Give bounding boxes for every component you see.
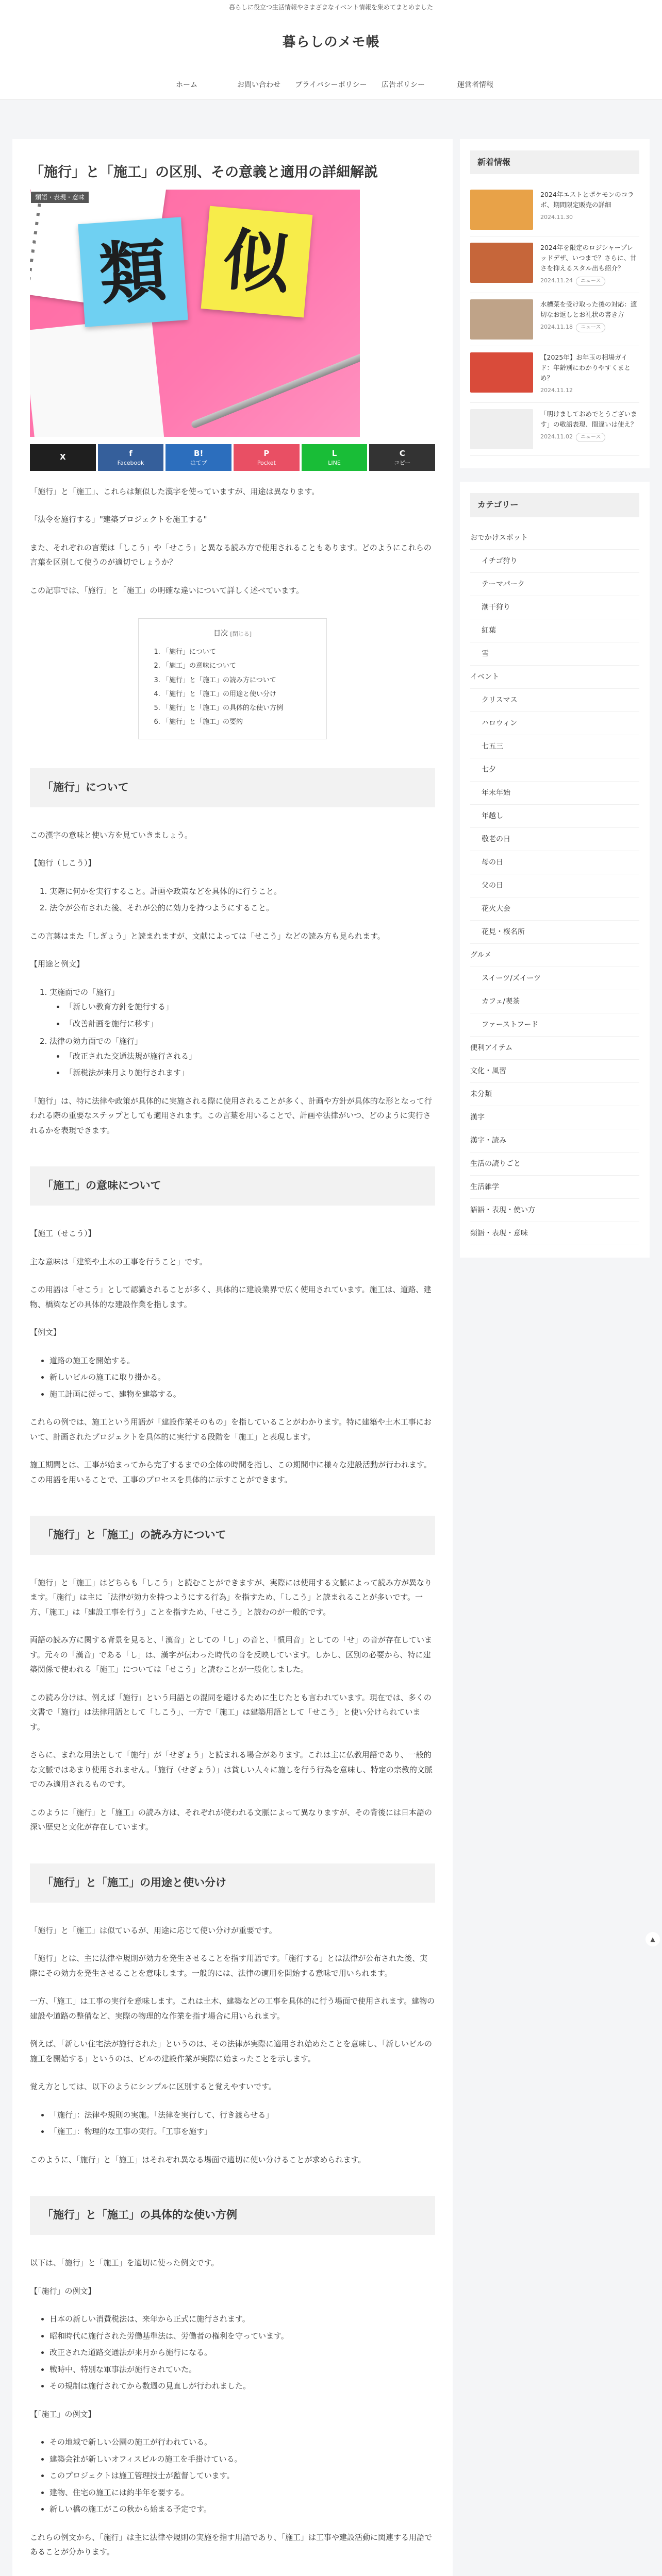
post-badge[interactable]: ニュース xyxy=(576,433,606,442)
post-badge[interactable]: ニュース xyxy=(576,323,606,332)
category-item[interactable]: テーマパーク xyxy=(470,573,639,596)
share-buttons xyxy=(30,444,435,471)
category-item[interactable]: 漢字 xyxy=(470,1106,639,1129)
new-post-meta xyxy=(540,385,639,396)
toc-title xyxy=(151,627,314,641)
usage-list xyxy=(30,985,435,1080)
category-item[interactable]: スイーツ/ズイーツ xyxy=(470,967,639,990)
nav-privacy[interactable]: プライバシーポリシー xyxy=(295,81,367,89)
share-line-button[interactable] xyxy=(302,444,368,471)
table-of-contents xyxy=(138,618,327,739)
section-heading: 「施行」と「施工」の読み方について xyxy=(30,1516,435,1555)
new-post-item[interactable] xyxy=(470,183,639,236)
category-item[interactable]: イチゴ狩り xyxy=(470,550,639,573)
intro-paragraph: また、それぞれの言葉は「しこう」や「せこう」と異なる読み方で使用されることもあります。どのようにこれらの言葉を区別して使うのが適切でしょうか？ xyxy=(30,543,432,567)
sidebar xyxy=(460,139,650,1271)
post-badge[interactable]: ニュース xyxy=(576,277,606,286)
sticky-note-yellow: 似 xyxy=(201,206,313,318)
definition-list xyxy=(30,884,435,916)
post-date: 2024.11.02 xyxy=(540,433,573,440)
category-item[interactable]: ファーストフード xyxy=(470,1013,639,1037)
share-copy-button[interactable] xyxy=(369,444,435,471)
new-post-item[interactable] xyxy=(470,403,639,456)
list-item: • 戦時中、特別な軍事法が施行されていた。 xyxy=(49,2362,435,2377)
new-post-meta xyxy=(540,212,639,223)
category-widget xyxy=(460,482,650,1257)
share-label: コピー xyxy=(393,459,411,466)
category-item[interactable]: 未分類 xyxy=(470,1083,639,1106)
section-heading: 「施行」について xyxy=(30,768,435,807)
post-date: 2024.11.18 xyxy=(540,324,573,331)
label: 【「施行」の例文】 xyxy=(30,2286,96,2296)
list-item: • その地域で新しい公園の施工が行われている。 xyxy=(49,2435,435,2450)
chevron-up-icon[interactable]: ▲ xyxy=(646,1932,660,1946)
share-pocket-button[interactable] xyxy=(234,444,300,471)
category-item[interactable]: ハロウィン xyxy=(470,712,639,735)
category-item[interactable]: 母の日 xyxy=(470,851,639,874)
new-post-title[interactable]: 【2025年】お年玉の相場ガイド：年齢別にわかりやすくまとめ？ xyxy=(540,353,631,382)
list-item xyxy=(49,1034,435,1080)
category-item[interactable]: カフェ/喫茶 xyxy=(470,990,639,1013)
post-thumbnail[interactable] xyxy=(470,299,533,340)
share-hatena-button[interactable] xyxy=(166,444,231,471)
x-icon: X xyxy=(60,452,66,462)
label: 【用途と例文】 xyxy=(30,959,85,969)
category-item[interactable]: 紅葉 xyxy=(470,619,639,642)
paragraph: さらに、まれな用法として「施行」が「せぎょう」と読まれる場合があります。これは主に仏教用語であり、一般的な文脈ではあまり使用されません。「施行（せぎょう）」は貧しい人々に施しを行う行為を意味し、特定の宗教的文脈でのみ適用されるものです。 xyxy=(30,1750,433,1789)
summary-list xyxy=(30,2108,435,2139)
category-item[interactable]: おでかけスポット xyxy=(470,527,639,550)
new-posts-widget xyxy=(460,139,650,468)
paragraph: この漢字の意味と使い方を見ていきましょう。 xyxy=(30,830,193,840)
post-thumbnail[interactable] xyxy=(470,243,533,283)
post-date: 2024.11.24 xyxy=(540,277,573,284)
list-item: • 改正された道路交通法が来月から施行になる。 xyxy=(49,2345,435,2360)
paragraph: この読み分けは、例えば「施行」という用語との混同を避けるために生じたとも言われています。現在では、多くの文書で「施行」は法律用語として「しこう」、一方で「施工」は建築用語として「せこう」と使い分けられています。 xyxy=(30,1692,432,1732)
category-item[interactable]: 敬老の日 xyxy=(470,828,639,851)
pocket-icon: P xyxy=(263,448,270,458)
nav-home[interactable]: ホーム xyxy=(176,81,197,89)
post-date: 2024.11.12 xyxy=(540,387,573,394)
list-item: • 新しいビルの施工に取り掛かる。 xyxy=(49,1370,435,1385)
category-item[interactable]: 雪 xyxy=(470,642,639,666)
post-date: 2024.11.30 xyxy=(540,214,573,221)
paragraph: 以下は、「施行」と「施工」を適切に使った例文です。 xyxy=(30,2258,219,2268)
usage-head: 実施面での「施行」 xyxy=(49,987,120,997)
category-item[interactable]: 七夕 xyxy=(470,758,639,782)
list-item: 2. 法令が公布された後、それが公的に効力を持つようにすること。 xyxy=(49,901,435,916)
label: 【施行（しこう）】 xyxy=(30,858,96,868)
toc-item[interactable]: 3. 「施行」と「施工」の読み方について xyxy=(162,673,314,687)
list-item: • その規制は施行されてから数週の見直しが行われました。 xyxy=(49,2379,435,2394)
list-item: • 「改正された交通法規が施行される」 xyxy=(65,1049,435,1064)
toc-item[interactable]: 6. 「施行」と「施工」の要約 xyxy=(162,715,314,729)
category-item[interactable]: 類語・表現・意味 xyxy=(470,1222,639,1245)
category-item[interactable]: 生活雑学 xyxy=(470,1176,639,1199)
toc-item[interactable]: 1. 「施行」について xyxy=(162,645,314,659)
site-title[interactable]: 暮らしのメモ帳 xyxy=(282,35,380,50)
list-item: • 「新税法が来月より施行されます」 xyxy=(65,1065,435,1080)
share-facebook-button[interactable] xyxy=(98,444,164,471)
paragraph: 主な意味は「建築や土木の工事を行うこと」です。 xyxy=(30,1257,207,1266)
facebook-icon: f xyxy=(129,448,133,458)
paragraph: 覚え方としては、以下のようにシンプルに区別すると覚えやすいです。 xyxy=(30,2082,276,2092)
category-item[interactable]: 花火大会 xyxy=(470,897,639,921)
paragraph: 「施行」とは、主に法律や規則が効力を発生させることを指す用語です。「施行する」とは法律が公布された後、実際にその効力を発生させることを意味します。一般的には、法律の適用を開始する意味で用いられます。 xyxy=(30,1954,428,1978)
hatena-icon: B! xyxy=(194,448,204,458)
label: 【施工（せこう）】 xyxy=(30,1229,96,1238)
category-item[interactable]: 花見・桜名所 xyxy=(470,921,639,944)
intro-paragraph: 「法令を施行する」"建築プロジェクトを施工する" xyxy=(30,515,207,524)
category-item[interactable]: 年越し xyxy=(470,805,639,828)
category-item[interactable]: グルメ xyxy=(470,944,639,967)
category-item[interactable]: 年末年始 xyxy=(470,782,639,805)
new-post-item[interactable] xyxy=(470,293,639,346)
category-item[interactable]: 便利アイテム xyxy=(470,1037,639,1060)
list-item: • 昭和時代に施行された労働基準法は、労働者の権利を守っています。 xyxy=(49,2329,435,2344)
list-item: 1. 実際に何かを実行すること。計画や政策などを具体的に行うこと。 xyxy=(49,884,435,899)
paragraph: 「施行」と「施工」はどちらも「しこう」と読むことができますが、実際には使用する文脈によって読み方が異なります。「施行」は主に「法律が効力を持つようにする行為」を指すため、「しこう」と読まれることが多いです。一方、「施工」は「建設工事を行う」ことを指すため、「せこう」と読むのが一般的です。 xyxy=(30,1578,433,1617)
site-header xyxy=(0,14,662,70)
list-item: • 新しい橋の施工がこの秋から始まる予定です。 xyxy=(49,2502,435,2517)
nav-ad-policy[interactable]: 広告ポリシー xyxy=(382,81,425,89)
paragraph: このように「施行」と「施工」の読み方は、それぞれが使われる文脈によって異なりますが、その背後には日本語の深い歴史と文化が存在しています。 xyxy=(30,1807,433,1832)
post-thumbnail[interactable] xyxy=(470,352,533,393)
new-post-item[interactable] xyxy=(470,236,639,293)
category-item[interactable]: 漢字・読み xyxy=(470,1129,639,1153)
category-item[interactable]: 父の日 xyxy=(470,874,639,897)
copy-icon: C xyxy=(399,448,405,458)
paragraph: 施工期間とは、工事が始まってから完了するまでの全体の時間を指し、この期間中に様々な建設活動が行われます。この用語を用いることで、工事のプロセスを具体的に示すことができます。 xyxy=(30,1460,432,1484)
share-label: はてブ xyxy=(190,459,207,466)
topbar: 暮らしに役立つ生活情報やさまざまなイベント情報を集めてまとめました xyxy=(0,0,662,14)
toc-item[interactable]: 5. 「施行」と「施工」の具体的な使い方例 xyxy=(162,701,314,715)
list-item: • 建物、住宅の施工には約半年を要する。 xyxy=(49,2485,435,2500)
category-item[interactable]: 生活の読りごと xyxy=(470,1153,639,1176)
label: 【「施工」の例文】 xyxy=(30,2409,96,2419)
category-item[interactable]: 潮干狩り xyxy=(470,596,639,619)
category-label[interactable]: 類語・表現・意味 xyxy=(31,192,89,203)
paragraph: このように、「施行」と「施工」はそれぞれ異なる場面で適切に使い分けることが求められます。 xyxy=(30,2155,366,2164)
list-item: • 施工計画に従って、建物を建築する。 xyxy=(49,1387,435,1402)
share-label: Facebook xyxy=(117,459,144,466)
new-post-meta xyxy=(540,432,639,443)
share-x-button[interactable] xyxy=(30,444,96,471)
paragraph: これらの例文から、「施行」は主に法律や規則の実施を指す用語であり、「施工」は工事や建設活動に関連する用語であることが分かります。 xyxy=(30,2532,433,2557)
category-item[interactable]: 語語・表現・使い方 xyxy=(470,1199,639,1222)
new-posts-heading: 新着情報 xyxy=(470,150,639,174)
new-post-meta xyxy=(540,276,639,286)
category-heading: カテゴリー xyxy=(470,493,639,517)
list-item: • 「施行」：法律や規則の実施。「法律を実行して、行き渡らせる」 xyxy=(49,2108,435,2123)
category-item[interactable]: クリスマス xyxy=(470,689,639,712)
nav-about[interactable]: 運営者情報 xyxy=(457,81,493,89)
paragraph: 「施行」は、特に法律や政策が具体的に実施される際に使用されることが多く、計画や方針が具体的な形となって行われる際の重要なステップとしても適用されます。この言葉を用いることで、計画や法律がいつ、どのように実行されるかを表現できます。 xyxy=(30,1096,432,1135)
new-post-title[interactable]: 水槽菜を受け取った後の対応：適切なお返しとお礼状の書き方 xyxy=(540,300,637,319)
line-icon: L xyxy=(332,448,337,458)
nav-contact[interactable]: お問い合わせ xyxy=(237,81,280,89)
new-post-title[interactable]: 2024年エストとポケモンのコラボ、期間限定販売の詳細 xyxy=(540,191,634,209)
list-item: • 「改善計画を施行に移す」 xyxy=(65,1016,435,1031)
pen-decoration xyxy=(190,349,360,429)
list-item: • 「施工」：物理的な工事の実行。「工事を施す」 xyxy=(49,2124,435,2139)
sticky-note-blue: 類 xyxy=(78,217,188,327)
section-heading: 「施行」と「施工」の用途と使い分け xyxy=(30,1863,435,1903)
new-post-item[interactable] xyxy=(470,346,639,403)
example-list xyxy=(30,2312,435,2394)
paragraph: 「施行」と「施工」は似ているが、用途に応じて使い分けが重要です。 xyxy=(30,1925,277,1935)
global-nav xyxy=(0,70,662,100)
paragraph: 一方、「施工」は工事の実行を意味します。これは土木、建築などの工事を具体的に行う場面で使用されます。建物の建設や道路の整備など、実際の物理的な作業を指す場合に用いられます。 xyxy=(30,1996,435,2021)
new-post-title[interactable]: 「明けましておめでとうございます」の敬語表現、間違いは使え？ xyxy=(540,410,637,429)
intro-paragraph: 「施行」と「施工」、これらは類似した漢字を使っていますが、用途は異なります。 xyxy=(30,486,320,496)
page-title: 「施行」と「施工」の区別、その意義と適用の詳細解説 xyxy=(30,164,378,180)
category-item[interactable]: 七五三 xyxy=(470,735,639,758)
new-post-meta xyxy=(540,322,639,333)
category-item[interactable]: イベント xyxy=(470,666,639,689)
post-thumbnail[interactable] xyxy=(470,190,533,230)
share-label: Pocket xyxy=(257,459,276,466)
usage-head: 法律の効力面での「施行」 xyxy=(49,1037,143,1046)
label: 【例文】 xyxy=(30,1328,61,1337)
paper-decoration xyxy=(30,317,166,436)
paragraph: この言葉はまた「しぎょう」と読まれますが、文献によっては「せこう」などの読み方も見られます。 xyxy=(30,931,385,941)
paragraph: 例えば、「新しい住宅法が施行された」というのは、その法律が実際に適用され始めたことを意味し、「新しいビルの施工を開始する」というのは、ビルの建設作業が実際に始まったことを示します。 xyxy=(30,2039,433,2063)
toc-heading: 目次 xyxy=(213,630,228,638)
example-list xyxy=(30,1353,435,1402)
list-item: • このプロジェクトは施工管理技士が監督しています。 xyxy=(49,2468,435,2483)
section-heading: 「施工」の意味について xyxy=(30,1166,435,1206)
paragraph: これらの例では、施工という用語が「建設作業そのもの」を指していることがわかります。特に建築や土木工事において、計画されたプロジェクトを具体的に実行する段階を「施工」と表現します。 xyxy=(30,1417,432,1442)
post-thumbnail[interactable] xyxy=(470,409,533,449)
category-item[interactable]: 文化・風習 xyxy=(470,1060,639,1083)
list-item xyxy=(49,985,435,1031)
section-heading: 「施行」と「施工」の具体的な使い方例 xyxy=(30,2196,435,2235)
article xyxy=(12,139,453,2576)
list-item: • 日本の新しい消費税法は、来年から正式に施行されます。 xyxy=(49,2312,435,2327)
list-item: • 道路の施工を開始する。 xyxy=(49,1353,435,1368)
intro-paragraph: この記事では、「施行」と「施工」の明確な違いについて詳しく述べています。 xyxy=(30,585,304,595)
list-item: • 建築会社が新しいオフィスビルの施工を手掛けている。 xyxy=(49,2452,435,2467)
example-list xyxy=(30,2435,435,2517)
toc-toggle[interactable]: [閉じる] xyxy=(230,631,252,638)
toc-item[interactable]: 4. 「施行」と「施工」の用途と使い分け xyxy=(162,687,314,701)
toc-item[interactable]: 2. 「施工」の意味について xyxy=(162,659,314,673)
share-label: LINE xyxy=(328,459,341,466)
list-item: • 「新しい教育方針を施行する」 xyxy=(65,999,435,1014)
new-post-title[interactable]: 2024年を限定のロジシャープレッドデザ、いつまで？さらに、甘さを抑えるスタル出も紹介？ xyxy=(540,244,637,273)
eyecatch-image xyxy=(30,190,360,437)
paragraph: この用語は「せこう」として認識されることが多く、具体的に建設業界で広く使用されています。施工は、道路、建物、橋梁などの具体的な建設作業を指します。 xyxy=(30,1285,432,1309)
paragraph: 両語の読み方に関する背景を見ると、「漢音」としての「し」の音と、「慣用音」としての「せ」の音が存在しています。元々の「漢音」である「し」は、漢字が伝わった時代の音を反映しています。しかし、区別の必要から、特に建築関係で使われる「施工」については「せこう」と読むことが一般化しました。 xyxy=(30,1635,433,1674)
